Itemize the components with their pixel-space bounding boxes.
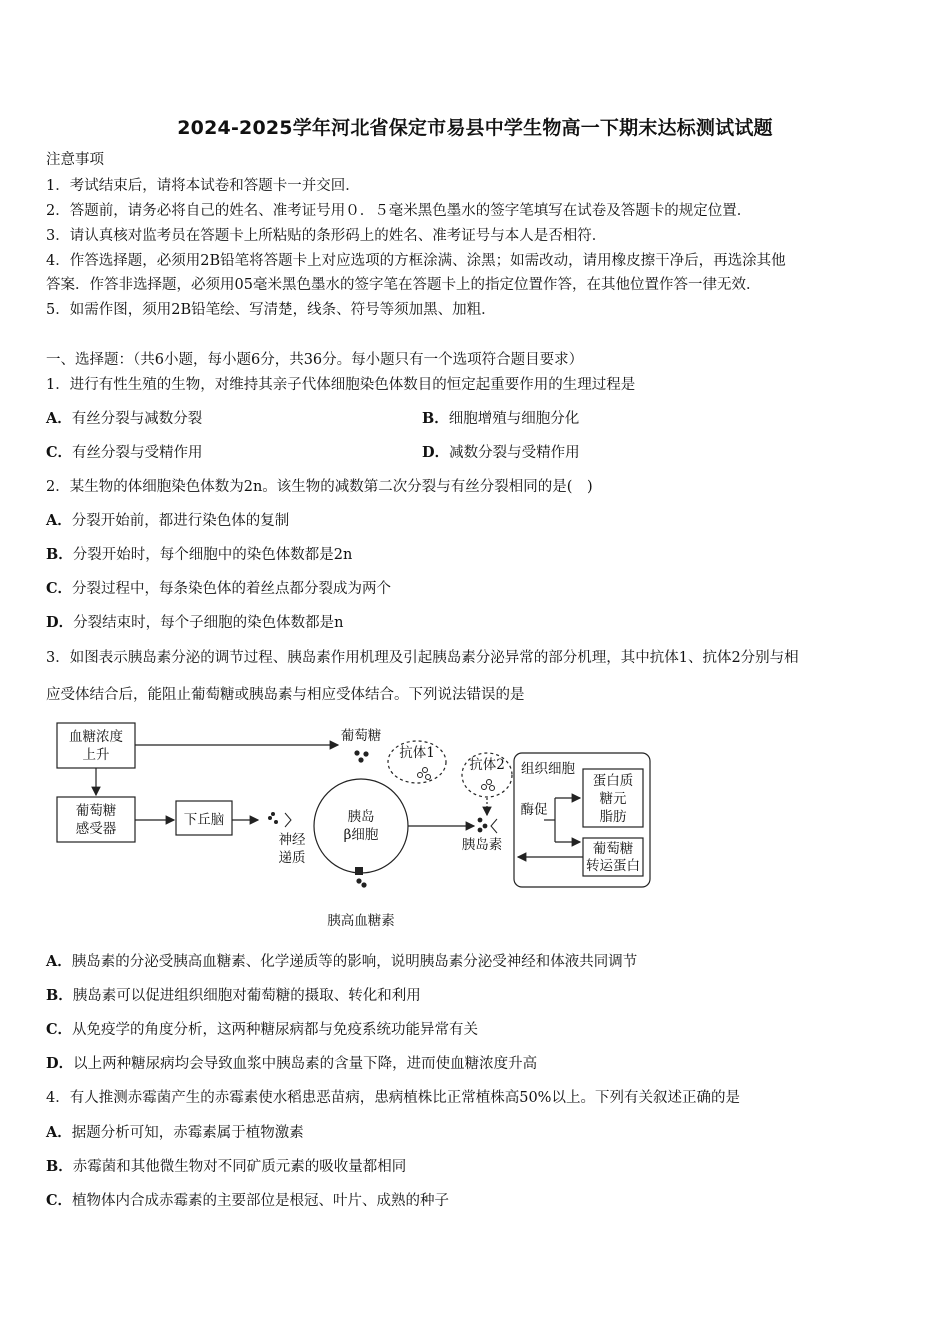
section-heading: 一、选择题：（共6小题，每小题6分，共36分。每小题只有一个选项符合题目要求）: [46, 352, 584, 368]
option-text: 分裂开始前，都进行染色体的复制: [71, 513, 290, 529]
notice-heading: 注意事项: [46, 152, 104, 168]
option-label: A．: [46, 512, 72, 529]
option-label: C．: [46, 1192, 73, 1209]
question-stem: 3．如图表示胰岛素分泌的调节过程、胰岛素作用机理及引起胰岛素分泌异常的部分机理，其中抗体1、抗体2分别与相: [46, 650, 799, 666]
notice-item: 4．作答选择题，必须用2B铅笔将答题卡上对应选项的方框涂满、涂黑；如需改动，请用橡皮擦干净后，再选涂其他: [46, 253, 786, 269]
question-stem: 2．某生物的体细胞染色体数为2n。该生物的减数第二次分裂与有丝分裂相同的是( ): [46, 479, 593, 495]
diagram-label: 组织细胞: [521, 761, 575, 777]
option-label: D．: [46, 1055, 74, 1072]
notice-item: 2．答题前，请务必将自己的姓名、准考证号用０．５毫米黑色墨水的签字笔填写在试卷及答题卡的规定位置．: [46, 203, 752, 219]
option-text: 有丝分裂与受精作用: [72, 445, 203, 461]
diagram-label: 转运蛋白: [586, 858, 640, 874]
diagram-label: 递质: [278, 850, 306, 866]
antibody1-molecule: [418, 773, 423, 778]
option-label: B．: [46, 1158, 73, 1175]
option-label: C．: [46, 444, 73, 461]
option-row: [46, 511, 916, 531]
diagram-label: 神经: [278, 832, 306, 848]
option-row: [46, 1191, 916, 1211]
diagram-label: 葡萄糖: [592, 841, 634, 857]
option-label: D．: [422, 444, 450, 461]
insulin-molecule: [483, 824, 488, 829]
option-label: C．: [46, 580, 73, 597]
option-row: [46, 579, 916, 599]
option-text: 赤霉菌和其他微生物对不同矿质元素的吸收量都相同: [72, 1159, 407, 1175]
notice-item: 1．考试结束后，请将本试卷和答题卡一并交回．: [46, 178, 360, 194]
question-stem: 1．进行有性生殖的生物，对维持其亲子代体细胞染色体数目的恒定起重要作用的生理过程是: [46, 377, 636, 393]
antibody2-molecule: [482, 785, 487, 790]
option-text: 从免疫学的角度分析，这两种糖尿病都与免疫系统功能异常有关: [72, 1022, 479, 1038]
notice-item: 5．如需作图，须用2B铅笔绘、写清楚，线条、符号等须加黑、加粗．: [46, 302, 496, 318]
antibody2-molecule: [487, 780, 492, 785]
notice-item: 答案．作答非选择题，必须用05毫米黑色墨水的签字笔在答题卡上的指定位置作答，在其他位置作答一律无效．: [46, 277, 761, 293]
diagram-label: 感受器: [75, 821, 117, 837]
diagram-label: 糖元: [599, 791, 627, 807]
diagram-label: 蛋白质: [592, 773, 634, 789]
receptor-shape: [285, 813, 291, 827]
option-text: 胰岛素的分泌受胰高血糖素、化学递质等的影响，说明胰岛素分泌受神经和体液共同调节: [71, 954, 638, 970]
neurotransmitter-dot: [274, 820, 278, 824]
notice-item: 3．请认真核对监考员在答题卡上所粘贴的条形码上的姓名、准考证号与本人是否相符．: [46, 228, 607, 244]
diagram-label: 胰岛: [347, 809, 375, 825]
option-label: D．: [46, 614, 74, 631]
option-row: [46, 1020, 916, 1040]
diagram-label: 葡萄糖: [75, 803, 117, 819]
antibody1-molecule: [426, 775, 431, 780]
neurotransmitter-dot: [268, 816, 272, 820]
option-row: [46, 986, 916, 1006]
diagram-label: 上升: [82, 747, 110, 763]
option-text: 分裂结束时，每个子细胞的染色体数都是n: [73, 615, 344, 631]
antibody2-molecule: [490, 786, 495, 791]
diagram-label: 抗体1: [399, 745, 435, 761]
diagram-label: 抗体2: [469, 757, 505, 773]
option-text: 减数分裂与受精作用: [449, 445, 580, 461]
option-text: 胰岛素可以促进组织细胞对葡萄糖的摄取、转化和利用: [72, 988, 421, 1004]
option-text: 细胞增殖与细胞分化: [448, 411, 580, 427]
page-title: 2024-2025学年河北省保定市易县中学生物高一下期末达标测试试题: [177, 117, 773, 139]
option-text: 以上两种糖尿病均会导致血浆中胰岛素的含量下降，进而使血糖浓度升高: [73, 1056, 538, 1072]
option-text: 有丝分裂与减数分裂: [71, 411, 203, 427]
neurotransmitter-dot: [271, 812, 275, 816]
diagram-label: 血糖浓度: [69, 729, 123, 745]
insulin-molecule: [478, 818, 483, 823]
option-label: A．: [46, 953, 72, 970]
option-label: A．: [46, 410, 72, 427]
option-row: [46, 409, 916, 429]
islet-beta-cell: [314, 779, 408, 873]
option-label: B．: [422, 410, 449, 427]
diagram-label: 酶促: [520, 802, 548, 818]
glucose-molecule: [363, 751, 368, 756]
diagram-label: 葡萄糖: [340, 728, 382, 744]
receptor-shape: [491, 819, 497, 833]
glucagon-receptor: [355, 867, 363, 875]
option-text: 分裂开始时，每个细胞中的染色体数都是2n: [72, 547, 353, 563]
option-label: C．: [46, 1021, 73, 1038]
option-row: [46, 1054, 916, 1074]
option-row: [46, 443, 916, 463]
option-row: [46, 952, 916, 972]
glucagon-molecule: [361, 882, 366, 887]
glucose-molecule: [354, 750, 359, 755]
option-row: [46, 1157, 916, 1177]
glucagon-molecule: [356, 878, 361, 883]
glucose-molecule: [358, 757, 363, 762]
option-text: 据题分析可知，赤霉素属于植物激素: [71, 1125, 304, 1141]
option-label: A．: [46, 1124, 72, 1141]
insulin-regulation-diagram: [0, 712, 950, 942]
option-label: B．: [46, 546, 73, 563]
diagram-label: β细胞: [343, 827, 379, 843]
option-label: B．: [46, 987, 73, 1004]
antibody1-molecule: [423, 768, 428, 773]
diagram-label: 胰高血糖素: [327, 913, 395, 929]
option-row: [46, 613, 916, 633]
option-row: [46, 545, 916, 565]
option-text: 分裂过程中，每条染色体的着丝点都分裂成为两个: [72, 581, 392, 597]
insulin-molecule: [478, 828, 483, 833]
diagram-label: 胰岛素: [461, 837, 503, 853]
option-text: 植物体内合成赤霉素的主要部位是根冠、叶片、成熟的种子: [72, 1193, 450, 1209]
option-row: [46, 1123, 916, 1143]
question-stem: 4．有人推测赤霉菌产生的赤霉素使水稻患恶苗病，患病植株比正常植株高50%以上。下列有关叙述正确的是: [46, 1090, 740, 1106]
question-stem: 应受体结合后，能阻止葡萄糖或胰岛素与相应受体结合。下列说法错误的是: [46, 687, 525, 703]
diagram-label: 脂肪: [599, 809, 627, 825]
diagram-label: 下丘脑: [183, 812, 225, 828]
